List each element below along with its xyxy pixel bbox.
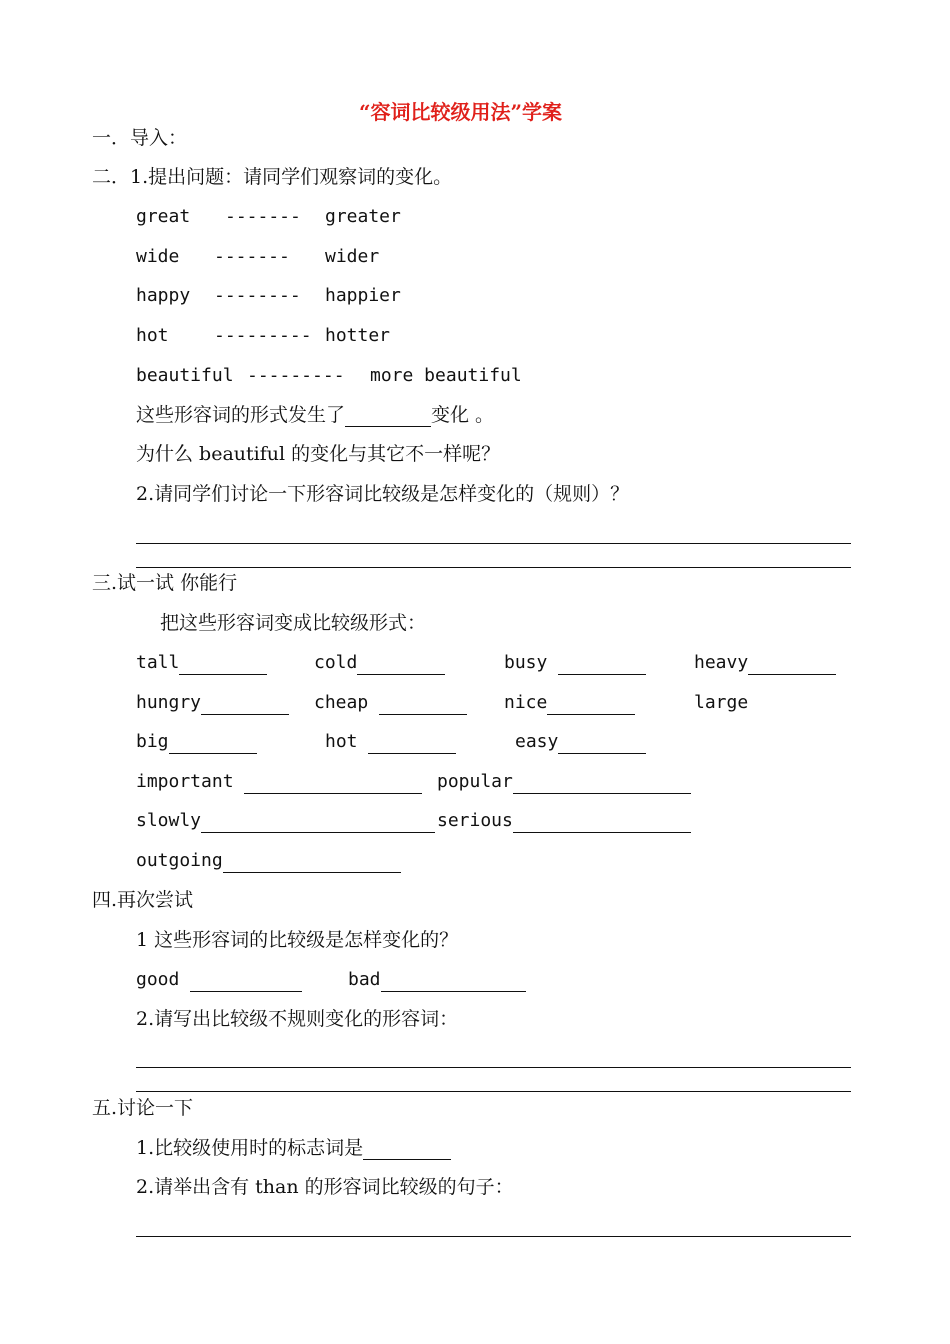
word-comparative: hotter bbox=[325, 325, 391, 346]
question-irregular: 1 这些形容词的比较级是怎样变化的？ bbox=[136, 929, 459, 951]
word-dash: --------- bbox=[247, 365, 345, 386]
word: serious bbox=[437, 810, 513, 831]
question-beautiful: 为什么 beautiful 的变化与其它不一样呢？ bbox=[136, 443, 501, 465]
word: popular bbox=[437, 771, 513, 792]
answer-blank[interactable] bbox=[201, 814, 435, 833]
answer-blank[interactable] bbox=[223, 854, 401, 873]
answer-blank[interactable] bbox=[179, 656, 267, 675]
word-dash: ------- bbox=[225, 206, 301, 227]
word: important bbox=[136, 771, 234, 792]
word: easy bbox=[515, 731, 559, 752]
answer-blank[interactable] bbox=[379, 696, 467, 715]
exercise-item bbox=[348, 968, 526, 992]
word-dash: ------- bbox=[214, 246, 290, 267]
answer-blank[interactable] bbox=[244, 775, 422, 794]
exercise-item bbox=[504, 651, 646, 675]
word-base: wide bbox=[136, 246, 180, 267]
word: big bbox=[136, 731, 169, 752]
answer-blank[interactable] bbox=[748, 656, 836, 675]
section-2-heading: 二．1.提出问题：请同学们观察词的变化。 bbox=[92, 166, 453, 188]
answer-blank[interactable] bbox=[345, 408, 431, 427]
word-comparative: happier bbox=[325, 285, 401, 306]
word-base: happy bbox=[136, 285, 191, 306]
answer-blank[interactable] bbox=[357, 656, 445, 675]
answer-blank[interactable] bbox=[201, 696, 289, 715]
answer-line[interactable] bbox=[136, 1091, 851, 1092]
question-form-change bbox=[136, 403, 494, 427]
question-than-sentence: 2.请举出含有 than 的形容词比较级的句子： bbox=[136, 1176, 514, 1198]
exercise-item bbox=[437, 770, 691, 794]
answer-blank[interactable] bbox=[513, 775, 691, 794]
answer-blank[interactable] bbox=[169, 735, 257, 754]
word: tall bbox=[136, 652, 180, 673]
word-comparative: greater bbox=[325, 206, 401, 227]
instruction: 把这些形容词变成比较级形式： bbox=[160, 612, 427, 634]
answer-line[interactable] bbox=[136, 1236, 851, 1237]
exercise-item bbox=[136, 770, 422, 794]
answer-blank[interactable] bbox=[558, 735, 646, 754]
exercise-item bbox=[437, 809, 691, 833]
word-dash: --------- bbox=[214, 325, 312, 346]
word-base: great bbox=[136, 206, 191, 227]
exercise-item bbox=[694, 651, 836, 675]
exercise-item bbox=[325, 730, 456, 754]
word: nice bbox=[504, 692, 548, 713]
answer-blank[interactable] bbox=[513, 814, 691, 833]
word: outgoing bbox=[136, 850, 223, 871]
answer-blank[interactable] bbox=[547, 696, 635, 715]
word: cold bbox=[314, 652, 358, 673]
section-5-heading: 五.讨论一下 bbox=[92, 1097, 194, 1119]
word: busy bbox=[504, 652, 548, 673]
word: hot bbox=[325, 731, 358, 752]
word: bad bbox=[348, 969, 381, 990]
exercise-item bbox=[136, 730, 257, 754]
exercise-item bbox=[314, 691, 467, 715]
section-1-heading: 一．导入： bbox=[92, 127, 188, 149]
word: large bbox=[694, 692, 749, 713]
answer-line[interactable] bbox=[136, 543, 851, 544]
question-text: 变化 。 bbox=[431, 404, 495, 426]
word-dash: -------- bbox=[214, 285, 301, 306]
exercise-item bbox=[136, 651, 267, 675]
word: cheap bbox=[314, 692, 369, 713]
word-comparative: wider bbox=[325, 246, 380, 267]
exercise-item bbox=[504, 691, 635, 715]
word: heavy bbox=[694, 652, 749, 673]
section-3-heading: 三.试一试 你能行 bbox=[92, 572, 238, 594]
page-title: “容词比较级用法”学案 bbox=[359, 100, 563, 124]
question-write-irregular: 2.请写出比较级不规则变化的形容词： bbox=[136, 1008, 459, 1030]
word: hungry bbox=[136, 692, 202, 713]
exercise-item bbox=[515, 730, 646, 754]
exercise-item bbox=[314, 651, 445, 675]
word: good bbox=[136, 969, 180, 990]
section-4-heading: 四.再次尝试 bbox=[92, 889, 194, 911]
exercise-item bbox=[136, 968, 302, 992]
word-base: beautiful bbox=[136, 365, 234, 386]
answer-blank[interactable] bbox=[363, 1141, 451, 1160]
question-signal-word bbox=[136, 1136, 451, 1160]
exercise-item bbox=[136, 849, 401, 873]
exercise-item bbox=[136, 809, 435, 833]
question-text: 这些形容词的形式发生了 bbox=[136, 404, 346, 426]
word-comparative: more beautiful bbox=[370, 365, 522, 386]
question-rules: 2.请同学们讨论一下形容词比较级是怎样变化的（规则）？ bbox=[136, 483, 630, 505]
answer-blank[interactable] bbox=[381, 973, 526, 992]
answer-blank[interactable] bbox=[368, 735, 456, 754]
word: slowly bbox=[136, 810, 202, 831]
answer-blank[interactable] bbox=[190, 973, 302, 992]
answer-blank[interactable] bbox=[558, 656, 646, 675]
answer-line[interactable] bbox=[136, 1067, 851, 1068]
exercise-item bbox=[694, 691, 748, 715]
question-text: 1.比较级使用时的标志词是 bbox=[136, 1137, 364, 1159]
word-base: hot bbox=[136, 325, 169, 346]
answer-line[interactable] bbox=[136, 567, 851, 568]
exercise-item bbox=[136, 691, 289, 715]
